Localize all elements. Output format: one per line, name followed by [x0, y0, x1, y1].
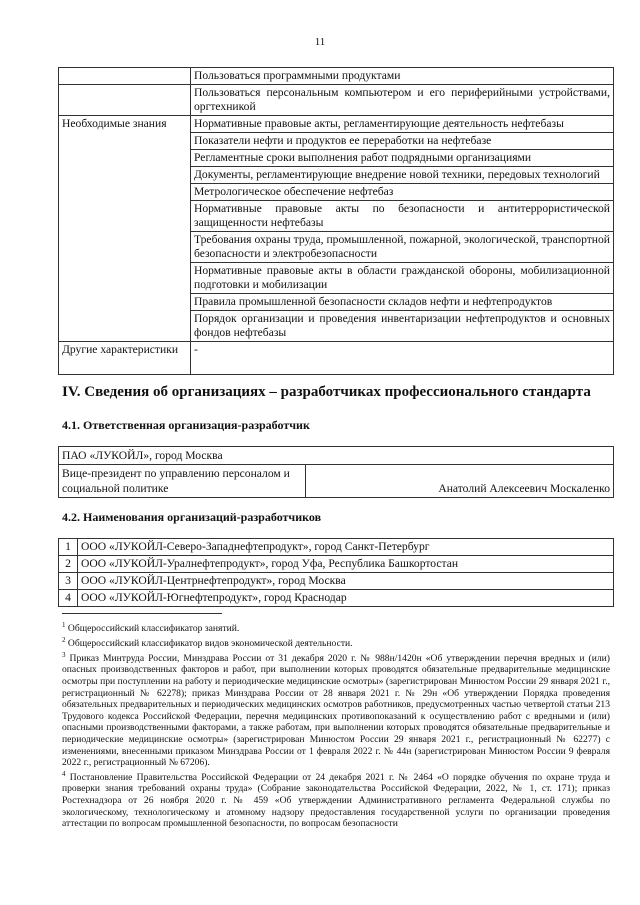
- row-number: 3: [59, 573, 78, 590]
- knowledge-item: Нормативные правовые акты, регламентирующие деятельность нефтебазы: [191, 116, 614, 133]
- signatory-name: Анатолий Алексеевич Москаленко: [306, 465, 614, 498]
- knowledge-item: Нормативные правовые акты в области гражданской обороны, мобилизационной подготовки и мобилизации: [191, 263, 614, 294]
- responsible-org-table: [58, 446, 614, 498]
- footnote: [62, 769, 610, 830]
- developers-heading: 4.2. Наименования организаций-разработчиков: [62, 510, 322, 524]
- table-row: [59, 539, 614, 556]
- footnote: [62, 620, 610, 635]
- org-name: ПАО «ЛУКОЙЛ», город Москва: [59, 447, 614, 465]
- table-row: [59, 573, 614, 590]
- footnote-mark: 3: [62, 650, 66, 659]
- table-row: [59, 116, 614, 133]
- footnote-text: Общероссийский классификатор занятий.: [65, 623, 240, 635]
- developers-table: [58, 538, 614, 607]
- other-value: -: [191, 342, 614, 375]
- signatory-position: Вице-президент по управлению персоналом и социальной политике: [59, 465, 306, 498]
- table-row: [59, 556, 614, 573]
- developer-name: ООО «ЛУКОЙЛ-Северо-Западнефтепродукт», город Санкт-Петербург: [78, 539, 614, 556]
- knowledge-item: Документы, регламентирующие внедрение новой техники, передовых технологий: [191, 167, 614, 184]
- table-row: [59, 590, 614, 607]
- skill-cell: Пользоваться персональным компьютером и его периферийными устройствами, оргтехникой: [191, 85, 614, 116]
- footnote: [62, 635, 610, 650]
- responsible-heading: 4.1. Ответственная организация-разработчик: [62, 418, 310, 432]
- skill-cell: Пользоваться программными продуктами: [191, 68, 614, 85]
- knowledge-item: Показатели нефти и продуктов ее переработки на нефтебазе: [191, 133, 614, 150]
- knowledge-item: Нормативные правовые акты по безопасности и антитеррористической защищенности нефтебазы: [191, 201, 614, 232]
- knowledge-item: Требования охраны труда, промышленной, пожарной, экологической, транспортной безопасности и электробезопасности: [191, 232, 614, 263]
- knowledge-label: Необходимые знания: [59, 116, 191, 342]
- footnote-divider: [62, 613, 222, 614]
- page-number: 11: [314, 36, 326, 48]
- knowledge-table: [58, 67, 614, 375]
- knowledge-item: Правила промышленной безопасности складов нефти и нефтепродуктов: [191, 294, 614, 311]
- table-row: [59, 342, 614, 375]
- other-label: Другие характеристики: [59, 342, 191, 375]
- footnote-mark: 2: [62, 635, 66, 644]
- empty-label-cell: [59, 85, 191, 116]
- row-number: 2: [59, 556, 78, 573]
- footnote-mark: 1: [62, 621, 66, 629]
- knowledge-item: Регламентные сроки выполнения работ подрядными организациями: [191, 150, 614, 167]
- developer-name: ООО «ЛУКОЙЛ-Югнефтепродукт», город Краснодар: [78, 590, 614, 607]
- row-number: 4: [59, 590, 78, 607]
- footnote-text: Приказ Минтруда России, Минздрава России от 31 декабря 2020 г. № 988н/1420н «Об утверждении перечня вредных и (или) опасных производственных факторов и работ, при выполнении которых проводятся обязательные предварительные медицинские осмотры при поступлении на работу и периодические медицинские осмотры» (зарегистрирован Минюстом России 29 января 2021 г., регистрационный № 62278); приказ Минздрава России от 28 января 2021 г. № 29н «Об утверждении Порядка проведения обязательных предварительных и периодических медицинских осмотров работников, предусмотренных частью четвертой статьи 213 Трудового кодекса Российской Федерации, перечня медицинских противопоказаний к осуществлению работ с вредными и (или) опасными производственными факторами, а также работам, при выполнении которых проводятся обязательные предварительные и периодические медицинские осмотры» (зарегистрирован Минюстом России 29 января 2021 г., регистрационный № 62277) с изменениями, внесенными приказом Минздрава России от 1 февраля 2022 г. № 44н (зарегистрирован Минюстом России 9 февраля 2022 г., регистрационный № 67206).: [62, 652, 610, 769]
- developer-name: ООО «ЛУКОЙЛ-Уралнефтепродукт», город Уфа, Республика Башкортостан: [78, 556, 614, 573]
- knowledge-item: Метрологическое обеспечение нефтебаз: [191, 184, 614, 201]
- table-row: [59, 465, 614, 498]
- developer-name: ООО «ЛУКОЙЛ-Центрнефтепродукт», город Москва: [78, 573, 614, 590]
- footnote: [62, 650, 610, 769]
- footnote-mark: 4: [62, 769, 66, 778]
- empty-label-cell: [59, 68, 191, 85]
- table-row: [59, 68, 614, 85]
- footnote-text: Общероссийский классификатор видов экономической деятельности.: [65, 637, 353, 649]
- footnotes: [62, 620, 610, 830]
- row-number: 1: [59, 539, 78, 556]
- knowledge-item: Порядок организации и проведения инвентаризации нефтепродуктов и основных фондов нефтебазы: [191, 311, 614, 342]
- footnote-text: Постановление Правительства Российской Федерации от 24 декабря 2021 г. № 2464 «О порядке обучения по охране труда и проверки знания требований охраны труда» (Собрание законодательства Российской Федерации, 2022, № 1, ст. 171); приказ Ростехнадзора от 26 ноября 2020 г. № 459 «Об утверждении Административного регламента Федеральной службы по экологическому, технологическому и атомному надзору предоставления государственной услуги по организации проведения аттестации по вопросам промышленной безопасности, по вопросам безопасности: [62, 771, 610, 830]
- table-row: [59, 85, 614, 116]
- section-title: IV. Сведения об организациях – разработчиках профессионального стандарта: [62, 384, 591, 400]
- table-row: [59, 447, 614, 465]
